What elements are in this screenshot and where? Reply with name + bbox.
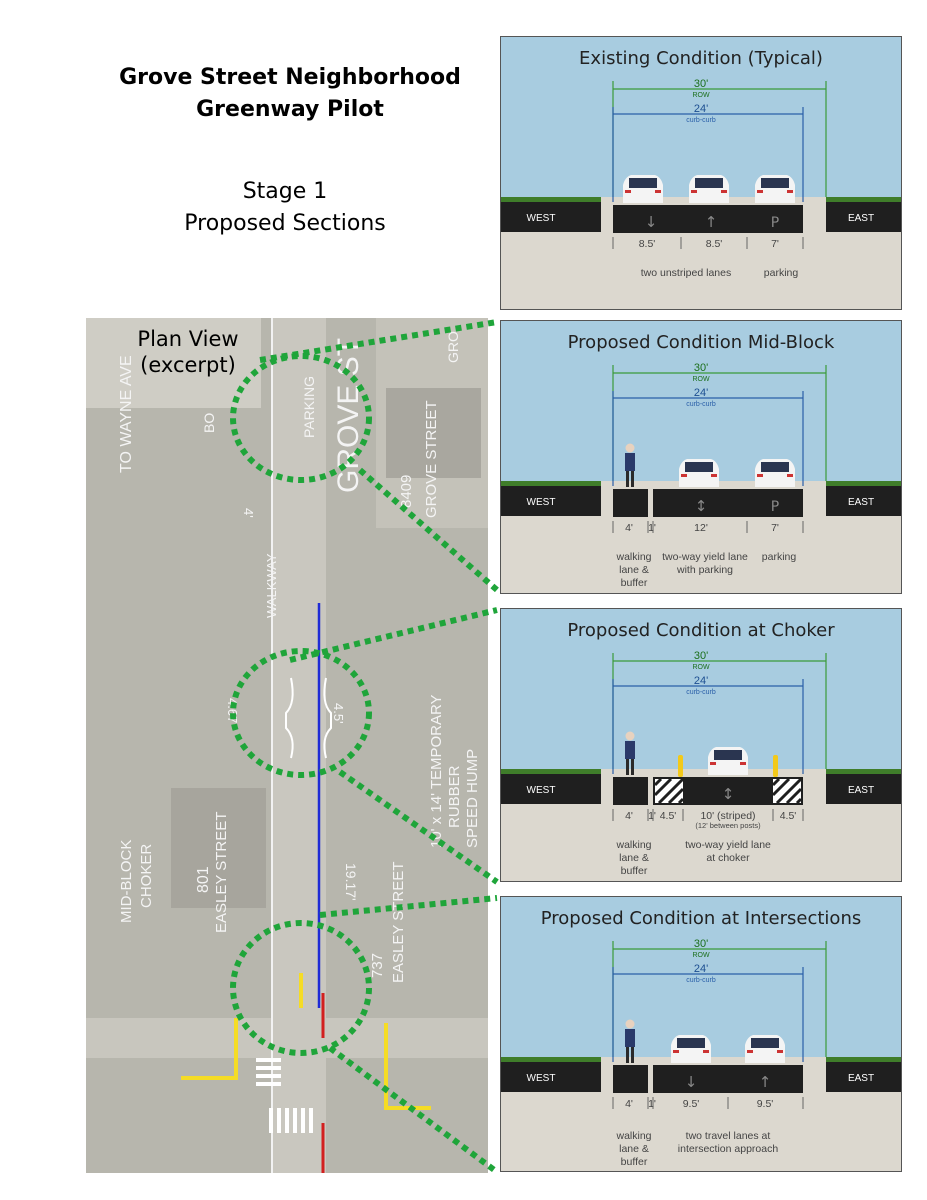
curb-label: curb-curb [686, 977, 716, 984]
row-label: ROW [692, 92, 710, 99]
label-at-choker: at choker [706, 852, 750, 864]
up-arrow-icon: ↑ [704, 213, 718, 231]
section-panel-mid-block [500, 320, 902, 594]
map-label-grove-st: GROVE ST [332, 337, 365, 493]
curb-label: curb-curb [686, 401, 716, 408]
east-label: EAST [847, 497, 875, 508]
section-panel-intersections [500, 896, 902, 1172]
grass-west [501, 1057, 601, 1062]
curb-value: 24' [693, 675, 709, 687]
up-arrow-icon: ↑ [758, 1073, 772, 1091]
dim-walking: 4' [625, 810, 633, 822]
dim-lane-2: 9.5' [756, 1098, 774, 1110]
dim-walking: 4' [625, 1098, 633, 1110]
dim-choker-left: 4.5' [659, 810, 677, 822]
dim-buffer: 1' [648, 522, 656, 534]
grass-east [826, 769, 901, 774]
map-label-dim-4-5: 4.5' [331, 703, 346, 724]
two-way-arrow-icon: ↕ [721, 785, 735, 803]
label-lane: lane & [619, 852, 649, 864]
curb-value: 24' [693, 103, 709, 115]
west-label: WEST [526, 785, 556, 796]
east-label: EAST [847, 213, 875, 224]
grass-west [501, 481, 601, 486]
grass-east [826, 1057, 901, 1062]
map-label-easley-street-2: EASLEY STREET [390, 861, 407, 983]
leader-2-bottom [340, 772, 497, 882]
label-travel-lanes: two travel lanes at [685, 1130, 771, 1142]
label-lanes: two unstriped lanes [640, 267, 732, 279]
map-label-dim-4: 4' [241, 508, 256, 518]
car-icon [745, 1035, 785, 1063]
grass-west [501, 197, 601, 202]
page-title-line1: Grove Street Neighborhood [119, 65, 461, 90]
map-label-parking: PARKING [301, 376, 317, 438]
label-parking: parking [761, 551, 797, 563]
label-lane: lane & [619, 564, 649, 576]
row-value: 30' [693, 78, 709, 90]
plan-view-label-line2: (excerpt) [140, 353, 236, 377]
west-label: WEST [526, 213, 556, 224]
plan-view-label-line1: Plan View [137, 327, 239, 351]
label-intersection-approach: intersection approach [677, 1143, 779, 1155]
parking-icon: P [770, 499, 780, 515]
east-label: EAST [847, 785, 875, 796]
label-walking: walking [616, 1130, 652, 1142]
dim-lane-1: 9.5' [682, 1098, 700, 1110]
label-lane: lane & [619, 1143, 649, 1155]
map-label-walkway: WALKWAY [264, 553, 279, 618]
label-yield-lane: two-way yield lane [662, 551, 748, 563]
label-walking: walking [616, 551, 652, 563]
map-label-mid-block: MID-BLOCK [118, 839, 135, 923]
grass-west [501, 769, 601, 774]
leader-1-bottom [360, 470, 497, 590]
down-arrow-icon: ↓ [684, 1073, 698, 1091]
delineator-post-icon [678, 755, 683, 777]
dim-walking: 4' [625, 522, 633, 534]
label-buffer: buffer [620, 865, 648, 877]
dim-parking: 7' [771, 238, 779, 250]
row-value: 30' [693, 650, 709, 662]
dim-parking: 7' [771, 522, 779, 534]
car-icon [671, 1035, 711, 1063]
section-panel-choker [500, 608, 902, 882]
panel-title: Proposed Condition Mid-Block [567, 332, 835, 353]
label-yield-lane: two-way yield lane [685, 839, 771, 851]
delineator-post-icon [773, 755, 778, 777]
curb-label: curb-curb [686, 117, 716, 124]
subtitle-line1: Stage 1 [242, 179, 328, 204]
label-walking: walking [616, 839, 652, 851]
page-title-line2: Greenway Pilot [196, 97, 384, 122]
grass-east [826, 197, 901, 202]
dim-yield-lane: 12' [694, 522, 708, 534]
curb-value: 24' [693, 387, 709, 399]
west-label: WEST [526, 1073, 556, 1084]
east-label: EAST [847, 1073, 875, 1084]
dim-lane-1: 8.5' [638, 238, 656, 250]
curb-label: curb-curb [686, 689, 716, 696]
leader-2-top [290, 610, 497, 660]
car-icon [708, 747, 748, 775]
map-label-grove-top: GRO [445, 331, 461, 363]
row-value: 30' [693, 362, 709, 374]
map-label-dim-4-67: 4.67' [225, 698, 240, 726]
car-icon [755, 175, 795, 203]
panel-title: Existing Condition (Typical) [579, 48, 823, 69]
dim-striped: 10' (striped) [700, 810, 756, 822]
car-icon [689, 175, 729, 203]
dim-lane-2: 8.5' [705, 238, 723, 250]
panel-title: Proposed Condition at Choker [567, 620, 835, 641]
map-label-bo: BO [201, 412, 217, 433]
label-with-parking: with parking [676, 564, 734, 576]
car-icon [755, 459, 795, 487]
subtitle-line2: Proposed Sections [184, 211, 386, 236]
map-label-8409: 8409 [398, 474, 415, 508]
walking-lane [613, 1065, 648, 1093]
grass-east [826, 481, 901, 486]
map-label-easley-street: EASLEY STREET [213, 811, 230, 933]
map-label-to-wayne: TO WAYNE AVE [118, 355, 135, 473]
map-label-choker: CHOKER [138, 843, 155, 908]
label-parking: parking [763, 267, 799, 279]
dim-between-posts: (12' between posts) [695, 821, 761, 830]
dim-choker-right: 4.5' [779, 810, 797, 822]
dim-buffer: 1' [648, 1098, 656, 1110]
hatched-buffer-left [655, 779, 683, 803]
map-label-801: 801 [195, 866, 212, 893]
walking-lane [613, 777, 648, 805]
map-label-rubber: RUBBER [446, 765, 463, 828]
west-label: WEST [526, 497, 556, 508]
leader-3-top [320, 898, 497, 915]
down-arrow-icon: ↓ [644, 213, 658, 231]
roadway [653, 489, 803, 517]
row-label: ROW [692, 664, 710, 671]
row-value: 30' [693, 938, 709, 950]
hatched-buffer-right [773, 779, 801, 803]
map-label-temporary: 10' x 14' TEMPORARY [428, 694, 445, 848]
map-label-737: 737 [369, 952, 386, 978]
label-buffer: buffer [620, 577, 648, 589]
row-label: ROW [692, 952, 710, 959]
map-label-dim-19-17: 19.17' [343, 863, 359, 901]
car-icon [679, 459, 719, 487]
two-way-arrow-icon: ↕ [694, 497, 708, 515]
map-label-grove-street: GROVE STREET [423, 400, 440, 518]
car-icon [623, 175, 663, 203]
leader-1-top [260, 322, 497, 360]
curb-value: 24' [693, 963, 709, 975]
panel-title: Proposed Condition at Intersections [540, 908, 862, 929]
map-label-speed-hump: SPEED HUMP [464, 748, 481, 848]
section-panel-existing [500, 36, 902, 310]
dim-buffer: 1' [648, 810, 656, 822]
roadway [653, 1065, 803, 1093]
walking-lane [613, 489, 648, 517]
label-buffer: buffer [620, 1156, 648, 1168]
leader-3-bottom [330, 1048, 497, 1172]
row-label: ROW [692, 376, 710, 383]
parking-icon: P [770, 215, 780, 231]
